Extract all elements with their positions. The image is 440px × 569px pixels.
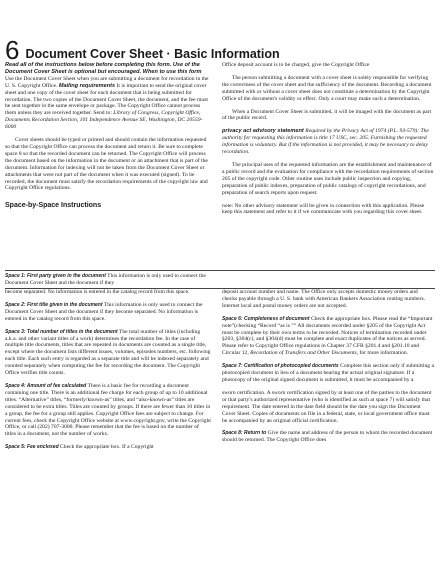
- space6-end: for more information.: [359, 350, 409, 357]
- note-paragraph: note: No other advisory statement will be given in connection with this application. Please keep this statement and refer to it if we communicate with you regarding this cover sheet.: [222, 202, 425, 216]
- right-top-continued: Office deposit account is to be charged, give the Copyright Office: [222, 62, 370, 68]
- imaged-paragraph: When a Document Cover Sheet is submitted, it will be imaged with the document as part of the public record.: [222, 108, 432, 122]
- space3-block: [5, 329, 211, 377]
- intro-paragraph: [5, 62, 211, 131]
- space4-label: Space 4: Amount of fee calculated: [5, 382, 87, 389]
- space1-label: Space 1: First party given in the document: [5, 273, 106, 279]
- space8-label: Space 8: Return to: [222, 430, 267, 437]
- intro-bold: Read all of the instructions below before completing this form. Use of the Document Cover Sheet is optional but encouraged. When to use this form: [5, 62, 202, 75]
- space5-text: Check the appropriate box. If a Copyright: [60, 444, 154, 451]
- mailing-text: It is important to send the original cover sheet and one copy of the cover sheet for each document that is being submitted for recordation. The two copies of the Document Cover Sheet, the document, and the fee must be sent together in the same envelope or package. The Copyright Office cannot process them unless they are received together. Send to:: [5, 82, 208, 117]
- page-number: 6: [5, 35, 20, 65]
- space6-block: [222, 316, 434, 357]
- deposit-account-paragraph: deposit account number and name. The Office only accepts domestic money orders and checks payable through a U. S. bank with American Bankers Association routing numbers. Internet local and postal money orders are not accepted.: [222, 289, 426, 309]
- space4-text: There is a basic fee for recording a document containing one title. There is an additional fee charge for each group of up to 10 additional titles. “Alternative” titles, “formerly/known-as” titles, and “also-known-as” titles are considered to be extra titles. Titles are counted by groups. If there are fewer than 10 titles in a group, the fee for a group still applies. Copyright Office fees are subject to change. For current fees, check the Copyright Office website at www.copyright.gov, write the Copyright Office, or call (202) 707-3000. Please remember that the fee is based on the number of titles in a document, not the number of works.: [5, 382, 211, 438]
- space4-block: [5, 383, 211, 438]
- space7-block: [222, 363, 434, 384]
- privacy-label: privacy act advisory statement: [222, 128, 304, 135]
- space1-text: This information is only used to connect the Document Cover Sheet and the document if they: [5, 273, 206, 286]
- divider-line: [5, 270, 435, 271]
- space5-block: [5, 444, 211, 451]
- left-lower-column: [5, 289, 211, 457]
- right-column: [222, 62, 434, 222]
- space8-block: [222, 430, 434, 444]
- page-title: Document Cover Sheet · Basic Information: [25, 47, 280, 61]
- space2-label: Space 2: First title given in the document: [5, 301, 103, 308]
- intro-text: Use the Document Cover Sheet when you are submitting a document for recordation in the U. S. Copyright Office.: [5, 75, 209, 89]
- cover-sheet-paragraph: Cover sheets should be typed or printed and should contain the information requested so that the Copyright Office can process the document and return it. Be sure to complete space 8 so that the recorded document can be returned. The Copyright Office will process the document based on the information in the document or an attachment that is part of the document. Information for indexing will not be taken from the Document Cover Sheet or attachments that were not part of the document when it was executed (signed). To be recorded, the document must satisfy the recordation requirements of the copyright law and Copyright Office regulations.: [5, 137, 208, 192]
- principal-uses-paragraph: The principal uses of the requested information are the establishment and maintenance of a public record and the evaluation for compliance with the recordation requirements of section 205 of the copyright code. Other routine uses include public inspection and copying, preparation of public indexes, preparation of public catalogs of copyright recordations, and preparation of search reports upon request.: [222, 161, 434, 196]
- space-instructions-heading: Space-by-Space Instructions: [5, 202, 102, 210]
- space7-text: Complete this section only if submitting a photocopied document in lieu of a document bearing the actual original signature. If a photocopy of the original signed document is submitted, it must be accompanied by a: [222, 363, 434, 383]
- space7-label: Space 7: Certification of photocopied documents: [222, 363, 339, 370]
- space3-label: Space 3: Total number of titles in the document: [5, 328, 118, 335]
- privacy-paragraph: [222, 128, 434, 156]
- page-header: [5, 35, 280, 65]
- space8-text: Give the name and address of the person to whom the recorded document should be returned. The Copyright Office does: [222, 430, 433, 444]
- space6-circular-title: Recordation of Transfers and Other Documents,: [250, 350, 359, 357]
- space6-label: Space 6: Completeness of document: [222, 315, 310, 322]
- space3-text: The total number of titles (including a.k.a. and other variant titles of a work) determines the recordation fee. In the case of multiple title documents, titles that are repeated in documents are counted as a single title, except where the document lists different issues, volumes, episodes numbers, etc. following each title. Each such entry is regarded as a separate title and will be indexed separately and counted separately when computing the fee for recording the document. The Copyright Office verifies title counts.: [5, 328, 211, 377]
- privacy-text: Required by the Privacy Act of 1974 (P.L. 93-579): The authority for requesting this information is title 17 USC, sec. 205. Furnishing the requested information is voluntary. But if the information is not provided, it may be necessary to delay recordation.: [222, 128, 429, 156]
- space2-block: [5, 302, 211, 323]
- space2-text: This information is only used to connect the Document Cover Sheet and the document if they become separated. No information is entered in the catalog record from this space.: [5, 301, 203, 322]
- responsibility-paragraph: The person submitting a document with a cover sheet is solely responsible for verifying the correctness of the cover sheet and the sufficiency of the document. Recording a document submitted with or without a cover sheet does not constitute a determination by the Copyright Office of the document's validity or effect. Only a court may make such a determination.: [222, 74, 432, 102]
- space1-block: [5, 273, 211, 287]
- mailing-address: Library of Congress, Copyright Office, Documents Recordation Section, 101 Independence Avenue SE, Washington, DC 20559-6000: [5, 110, 203, 131]
- space6-text: Check the appropriate box. Please read the “Important note”(checking “Record “as is ”” All documents recorded under §205 of the Copyright Act must be complete by their own terms to be recorded. Notices of termination recorded under §203, §304(c), and §304(d) must be complete and exact duplicates of the notices as served. Please refer to Copyright Office regulations in Chapter 37 CFR §201.4 and §201.10 and Circular 12,: [222, 315, 433, 357]
- space7-continued: sworn certification. A sworn certification signed by at least one of the parties to the document or that party's authorized representative (who is identified as such at space 7) will satisfy that requirement. The date entered in the date field should be the date you sign the Document Cover Sheet. Copies of documents on file in a federal, state, or local government office must be accompanied by an original official certification.: [222, 389, 432, 424]
- right-lower-column: [222, 289, 434, 450]
- left-column: [5, 62, 211, 216]
- space5-label: Space 5: Fee enclosed: [5, 444, 59, 451]
- mailing-label: Mailing requirements: [58, 82, 116, 89]
- space1-continued: become separated. No information is entered in the catalog record from this space.: [5, 289, 190, 295]
